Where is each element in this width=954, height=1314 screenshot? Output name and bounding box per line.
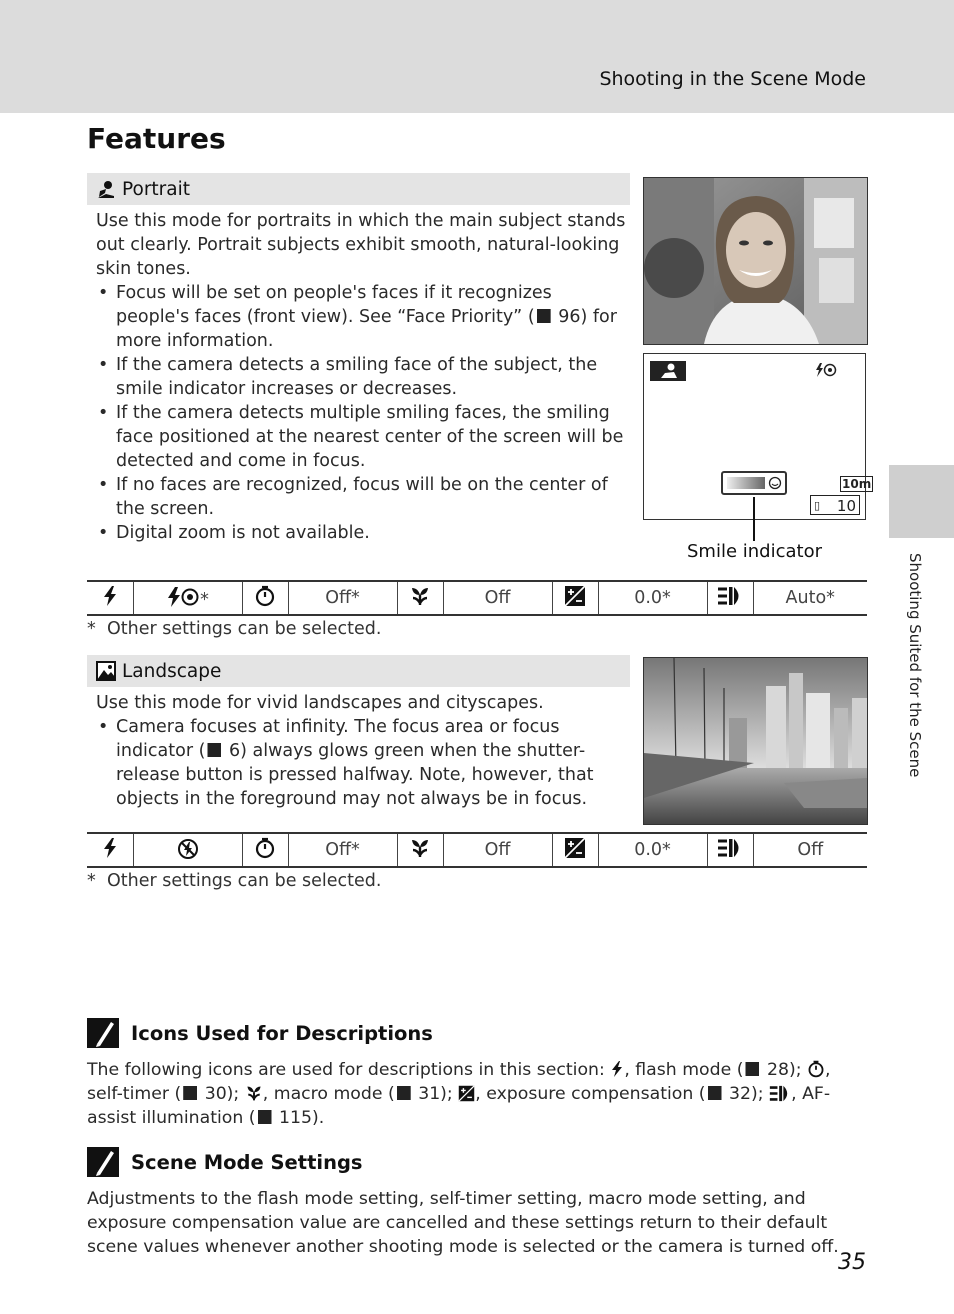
reference-icon [207,743,221,757]
table-row [87,581,867,615]
footnote-text: Other settings can be selected. [107,871,382,891]
self-timer-icon [242,581,288,615]
portrait-exposure-value: 0.0* [598,581,707,615]
bullet-text-1a: Focus will be set on people's faces if it recognizes people's faces (front view). See “Face Priority” ( [116,283,552,327]
macro-mode-icon [397,833,443,867]
landscape-af-assist-value: Off [753,833,867,867]
bullet-text-1b: 96) for more information. [116,307,617,351]
tip-text: , exposure compensation ( [475,1084,706,1104]
af-assist-icon [707,581,753,615]
smile-indicator-leader-line [753,497,755,541]
portrait-bullet-list [96,281,626,545]
list-item: • Digital zoom is not available. [96,521,626,545]
smile-face-icon [768,476,782,490]
list-item [96,281,626,353]
landscape-icon [96,661,116,681]
landscape-self-timer-value: Off* [288,833,397,867]
tip-scene-heading [87,1147,363,1177]
page-title: Features [87,122,226,155]
side-thumb-tab [889,465,954,538]
macro-mode-icon [397,581,443,615]
exposure-compensation-icon [458,1085,475,1102]
list-item: • If the camera detects a smiling face of the subject, the smile indicator increases or decreases. [96,353,626,401]
landscape-intro: Use this mode for vivid landscapes and cityscapes. [96,693,544,713]
list-item: • If no faces are recognized, focus will be on the center of the screen. [96,473,626,521]
reference-icon [183,1086,197,1100]
landscape-flash-value [133,833,242,867]
portrait-af-assist-value: Auto* [753,581,867,615]
reference-icon [537,309,551,323]
reference-icon [397,1086,411,1100]
note-pencil-icon [87,1147,119,1177]
exposure-compensation-icon [552,581,598,615]
reference-icon [708,1086,722,1100]
self-timer-icon [807,1060,825,1078]
portrait-mode-icon [650,361,686,381]
list-item [96,715,626,811]
macro-mode-icon [245,1084,263,1102]
af-assist-icon [769,1085,791,1102]
bullet-text-a: Camera focuses at infinity. The focus area or focus indicator ( [116,717,560,761]
page-number: 35 [838,1250,866,1275]
flash-redeye-icon [166,586,200,608]
smile-level-bar [727,477,765,489]
page-header [0,0,954,113]
exposure-compensation-icon [552,833,598,867]
tip-title: Scene Mode Settings [131,1150,363,1174]
tip-text: 28); [761,1060,808,1080]
tip-text: , AF-assist illumination ( [87,1084,831,1128]
exposures-remaining [810,495,860,515]
portrait-flash-asterisk: * [200,590,209,610]
landscape-bullet-list [96,715,626,811]
landscape-exposure-value: 0.0* [598,833,707,867]
camera-monitor-display [643,353,872,520]
shots-left-value: 10 [836,497,856,515]
portrait-footnote [87,619,381,639]
image-mode-indicator: 10m [842,477,872,491]
flash-mode-icon [87,833,133,867]
tip-icons-body [87,1058,867,1130]
tip-text: , flash mode ( [624,1060,744,1080]
flash-redeye-icon [814,362,838,378]
portrait-heading-bar [87,173,630,205]
reference-icon [258,1110,272,1124]
landscape-heading-bar [87,655,630,687]
landscape-heading: Landscape [122,660,222,682]
flash-off-icon [177,838,199,860]
landscape-macro-value: Off [443,833,552,867]
portrait-settings-table [87,580,867,616]
footnote-star: * [87,871,96,891]
tip-title: Icons Used for Descriptions [131,1021,433,1045]
smile-indicator [721,471,787,495]
tip-scene-body: Adjustments to the flash mode setting, self-timer setting, macro mode setting, and exposure compensation value are cancelled and these settings return to their default scene values whenever another shooting mode is selected or the camera is turned off. [87,1189,839,1257]
af-assist-icon [707,833,753,867]
landscape-footnote [87,871,381,891]
footnote-star: * [87,619,96,639]
header-title: Shooting in the Scene Mode [599,68,866,90]
tip-text: 30); [199,1084,245,1104]
flash-mode-icon [87,581,133,615]
portrait-flash-value [133,581,242,615]
tip-text: , macro mode ( [262,1084,395,1104]
portrait-heading: Portrait [122,178,191,200]
portrait-intro: Use this mode for portraits in which the main subject stands out clearly. Portrait subjects exhibit smooth, natural-looking skin tones. [96,211,626,279]
portrait-self-timer-value: Off* [288,581,397,615]
portrait-macro-value: Off [443,581,552,615]
bullet-text-b: 6) always glows green when the shutter-release button is pressed halfway. Note, however, that objects in the foreground may not always be in focus. [116,741,594,809]
reference-icon [745,1062,759,1076]
tip-text: 115). [273,1108,325,1128]
tip-text: The following icons are used for descriptions in this section: [87,1060,611,1080]
internal-memory-icon: ▯ [814,499,821,512]
portrait-icon [96,179,116,199]
smile-indicator-caption: Smile indicator [687,541,822,562]
side-chapter-label: Shooting Suited for the Scene [906,553,924,778]
landscape-settings-table [87,832,867,868]
table-row [87,833,867,867]
flash-mode-icon [610,1060,624,1078]
tip-text: 32); [723,1084,770,1104]
tip-icons-heading [87,1018,433,1048]
list-item: • If the camera detects multiple smiling faces, the smiling face positioned at the nearest center of the screen will be detected and come in focus. [96,401,626,473]
tip-text: 31); [412,1084,459,1104]
landscape-sample-photo [643,657,868,825]
note-pencil-icon [87,1018,119,1048]
footnote-text: Other settings can be selected. [107,619,382,639]
self-timer-icon [242,833,288,867]
tip-text: , self-timer ( [87,1060,831,1104]
portrait-sample-photo [643,177,868,345]
